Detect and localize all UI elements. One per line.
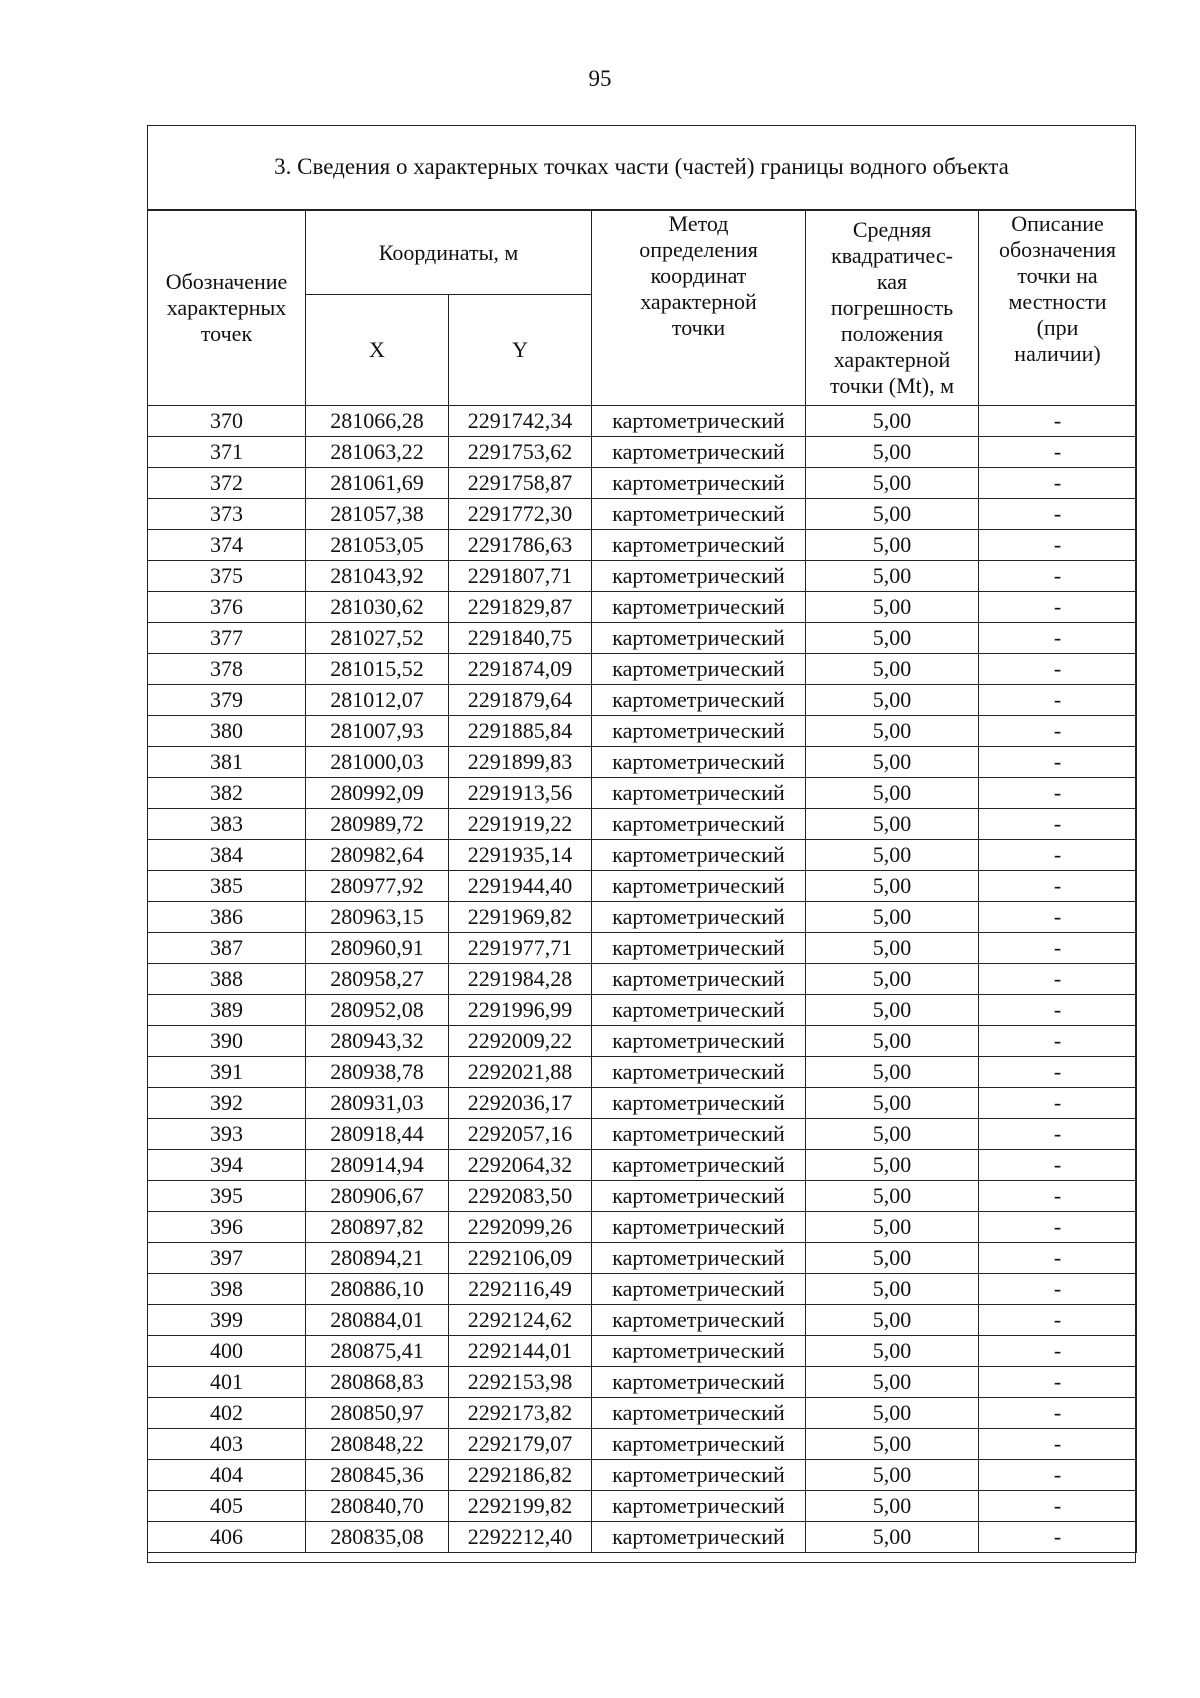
point-number-cell: 401	[148, 1367, 306, 1398]
point-number-cell: 391	[148, 1057, 306, 1088]
mean-error-cell: 5,00	[806, 778, 979, 809]
table-row	[148, 747, 1137, 778]
method-cell: картометрический	[592, 592, 806, 623]
table-row	[148, 933, 1137, 964]
table-row	[148, 1460, 1137, 1491]
y-coordinate-cell: 2291753,62	[449, 437, 592, 468]
method-cell: картометрический	[592, 437, 806, 468]
mean-error-cell: 5,00	[806, 437, 979, 468]
description-cell: -	[979, 1398, 1137, 1429]
method-cell: картометрический	[592, 1398, 806, 1429]
mean-error-cell: 5,00	[806, 995, 979, 1026]
point-number-cell: 376	[148, 592, 306, 623]
table-row	[148, 1119, 1137, 1150]
method-cell: картометрический	[592, 902, 806, 933]
mean-error-cell: 5,00	[806, 1119, 979, 1150]
description-cell: -	[979, 499, 1137, 530]
x-coordinate-cell: 281000,03	[306, 747, 449, 778]
description-cell: -	[979, 530, 1137, 561]
mean-error-cell: 5,00	[806, 468, 979, 499]
table-row	[148, 840, 1137, 871]
mean-error-cell: 5,00	[806, 1274, 979, 1305]
method-cell: картометрический	[592, 1460, 806, 1491]
mean-error-cell: 5,00	[806, 1057, 979, 1088]
point-number-cell: 388	[148, 964, 306, 995]
table-row	[148, 561, 1137, 592]
x-coordinate-cell: 280886,10	[306, 1274, 449, 1305]
y-coordinate-cell: 2291758,87	[449, 468, 592, 499]
description-cell: -	[979, 1212, 1137, 1243]
point-number-cell: 403	[148, 1429, 306, 1460]
mean-error-cell: 5,00	[806, 561, 979, 592]
method-cell: картометрический	[592, 561, 806, 592]
mean-error-cell: 5,00	[806, 623, 979, 654]
description-cell: -	[979, 1150, 1137, 1181]
table-row	[148, 1336, 1137, 1367]
y-coordinate-cell: 2292064,32	[449, 1150, 592, 1181]
mean-error-cell: 5,00	[806, 1398, 979, 1429]
method-cell: картометрический	[592, 964, 806, 995]
mean-error-cell: 5,00	[806, 716, 979, 747]
x-coordinate-cell: 281030,62	[306, 592, 449, 623]
method-cell: картометрический	[592, 995, 806, 1026]
header-mean-error: Средняя квадратичес- кая погрешность положения характерной точки (Mt), м	[806, 211, 979, 406]
y-coordinate-cell: 2291885,84	[449, 716, 592, 747]
point-number-cell: 400	[148, 1336, 306, 1367]
x-coordinate-cell: 280850,97	[306, 1398, 449, 1429]
y-coordinate-cell: 2292173,82	[449, 1398, 592, 1429]
description-cell: -	[979, 747, 1137, 778]
mean-error-cell: 5,00	[806, 1522, 979, 1553]
description-cell: -	[979, 1088, 1137, 1119]
method-cell: картометрический	[592, 1243, 806, 1274]
method-cell: картометрический	[592, 685, 806, 716]
point-number-cell: 405	[148, 1491, 306, 1522]
mean-error-cell: 5,00	[806, 1367, 979, 1398]
description-cell: -	[979, 995, 1137, 1026]
method-cell: картометрический	[592, 1026, 806, 1057]
method-cell: картометрический	[592, 1057, 806, 1088]
method-cell: картометрический	[592, 1181, 806, 1212]
description-cell: -	[979, 716, 1137, 747]
point-number-cell: 389	[148, 995, 306, 1026]
header-y: Y	[449, 295, 592, 406]
header-description: Описание обозначения точки на местности (при наличии)	[979, 211, 1137, 406]
point-number-cell: 384	[148, 840, 306, 871]
description-cell: -	[979, 406, 1137, 437]
y-coordinate-cell: 2292099,26	[449, 1212, 592, 1243]
x-coordinate-cell: 280848,22	[306, 1429, 449, 1460]
y-coordinate-cell: 2291786,63	[449, 530, 592, 561]
table-row	[148, 1057, 1137, 1088]
x-coordinate-cell: 280918,44	[306, 1119, 449, 1150]
table-row	[148, 530, 1137, 561]
description-cell: -	[979, 871, 1137, 902]
table-row	[148, 1181, 1137, 1212]
description-cell: -	[979, 902, 1137, 933]
point-number-cell: 383	[148, 809, 306, 840]
x-coordinate-cell: 280982,64	[306, 840, 449, 871]
x-coordinate-cell: 280894,21	[306, 1243, 449, 1274]
mean-error-cell: 5,00	[806, 1026, 979, 1057]
point-number-cell: 399	[148, 1305, 306, 1336]
table-row	[148, 654, 1137, 685]
mean-error-cell: 5,00	[806, 685, 979, 716]
y-coordinate-cell: 2292153,98	[449, 1367, 592, 1398]
x-coordinate-cell: 280875,41	[306, 1336, 449, 1367]
table-row	[148, 592, 1137, 623]
method-cell: картометрический	[592, 716, 806, 747]
description-cell: -	[979, 1429, 1137, 1460]
x-coordinate-cell: 280963,15	[306, 902, 449, 933]
method-cell: картометрический	[592, 1522, 806, 1553]
table-row	[148, 902, 1137, 933]
y-coordinate-cell: 2291913,56	[449, 778, 592, 809]
table-row	[148, 964, 1137, 995]
point-number-cell: 372	[148, 468, 306, 499]
point-number-cell: 402	[148, 1398, 306, 1429]
section-title: 3. Сведения о характерных точках части (частей) границы водного объекта	[147, 125, 1136, 210]
description-cell: -	[979, 1274, 1137, 1305]
y-coordinate-cell: 2292116,49	[449, 1274, 592, 1305]
mean-error-cell: 5,00	[806, 1088, 979, 1119]
table-row	[148, 1367, 1137, 1398]
method-cell: картометрический	[592, 778, 806, 809]
mean-error-cell: 5,00	[806, 840, 979, 871]
description-cell: -	[979, 561, 1137, 592]
description-cell: -	[979, 809, 1137, 840]
method-cell: картометрический	[592, 809, 806, 840]
mean-error-cell: 5,00	[806, 1150, 979, 1181]
point-number-cell: 386	[148, 902, 306, 933]
x-coordinate-cell: 280884,01	[306, 1305, 449, 1336]
mean-error-cell: 5,00	[806, 902, 979, 933]
description-cell: -	[979, 1460, 1137, 1491]
description-cell: -	[979, 1119, 1137, 1150]
y-coordinate-cell: 2291829,87	[449, 592, 592, 623]
description-cell: -	[979, 1367, 1137, 1398]
point-number-cell: 393	[148, 1119, 306, 1150]
x-coordinate-cell: 280845,36	[306, 1460, 449, 1491]
description-cell: -	[979, 685, 1137, 716]
mean-error-cell: 5,00	[806, 1429, 979, 1460]
header-coordinates: Координаты, м	[306, 211, 592, 295]
y-coordinate-cell: 2291899,83	[449, 747, 592, 778]
y-coordinate-cell: 2291772,30	[449, 499, 592, 530]
x-coordinate-cell: 280977,92	[306, 871, 449, 902]
table-row	[148, 1274, 1137, 1305]
x-coordinate-cell: 281012,07	[306, 685, 449, 716]
y-coordinate-cell: 2291742,34	[449, 406, 592, 437]
point-number-cell: 398	[148, 1274, 306, 1305]
mean-error-cell: 5,00	[806, 592, 979, 623]
x-coordinate-cell: 281015,52	[306, 654, 449, 685]
point-number-cell: 387	[148, 933, 306, 964]
header-point-name: Обозначение характерных точек	[148, 211, 306, 406]
table-row	[148, 1088, 1137, 1119]
header-method: Метод определения координат характерной точки	[592, 211, 806, 406]
table-row	[148, 1243, 1137, 1274]
point-number-cell: 375	[148, 561, 306, 592]
mean-error-cell: 5,00	[806, 1305, 979, 1336]
description-cell: -	[979, 468, 1137, 499]
table-row	[148, 623, 1137, 654]
y-coordinate-cell: 2292106,09	[449, 1243, 592, 1274]
point-number-cell: 373	[148, 499, 306, 530]
method-cell: картометрический	[592, 1119, 806, 1150]
points-table	[147, 210, 1137, 1553]
y-coordinate-cell: 2292021,88	[449, 1057, 592, 1088]
table-row	[148, 1026, 1137, 1057]
x-coordinate-cell: 280840,70	[306, 1491, 449, 1522]
method-cell: картометрический	[592, 406, 806, 437]
method-cell: картометрический	[592, 747, 806, 778]
y-coordinate-cell: 2291984,28	[449, 964, 592, 995]
method-cell: картометрический	[592, 1491, 806, 1522]
point-number-cell: 385	[148, 871, 306, 902]
table-row	[148, 437, 1137, 468]
x-coordinate-cell: 281053,05	[306, 530, 449, 561]
mean-error-cell: 5,00	[806, 964, 979, 995]
description-cell: -	[979, 933, 1137, 964]
y-coordinate-cell: 2291919,22	[449, 809, 592, 840]
mean-error-cell: 5,00	[806, 530, 979, 561]
point-number-cell: 379	[148, 685, 306, 716]
point-number-cell: 404	[148, 1460, 306, 1491]
description-cell: -	[979, 778, 1137, 809]
y-coordinate-cell: 2291969,82	[449, 902, 592, 933]
point-number-cell: 396	[148, 1212, 306, 1243]
y-coordinate-cell: 2292199,82	[449, 1491, 592, 1522]
table-row	[148, 685, 1137, 716]
description-cell: -	[979, 1181, 1137, 1212]
table-row	[148, 1150, 1137, 1181]
y-coordinate-cell: 2291996,99	[449, 995, 592, 1026]
point-number-cell: 397	[148, 1243, 306, 1274]
description-cell: -	[979, 1522, 1137, 1553]
method-cell: картометрический	[592, 654, 806, 685]
y-coordinate-cell: 2291879,64	[449, 685, 592, 716]
point-number-cell: 378	[148, 654, 306, 685]
point-number-cell: 380	[148, 716, 306, 747]
mean-error-cell: 5,00	[806, 1491, 979, 1522]
y-coordinate-cell: 2292124,62	[449, 1305, 592, 1336]
header-x: X	[306, 295, 449, 406]
table-row	[148, 1491, 1137, 1522]
point-number-cell: 394	[148, 1150, 306, 1181]
x-coordinate-cell: 280952,08	[306, 995, 449, 1026]
y-coordinate-cell: 2292057,16	[449, 1119, 592, 1150]
table-row	[148, 1522, 1137, 1553]
description-cell: -	[979, 592, 1137, 623]
method-cell: картометрический	[592, 468, 806, 499]
mean-error-cell: 5,00	[806, 1243, 979, 1274]
point-number-cell: 371	[148, 437, 306, 468]
y-coordinate-cell: 2292186,82	[449, 1460, 592, 1491]
x-coordinate-cell: 280992,09	[306, 778, 449, 809]
point-number-cell: 395	[148, 1181, 306, 1212]
table-row	[148, 716, 1137, 747]
x-coordinate-cell: 280897,82	[306, 1212, 449, 1243]
mean-error-cell: 5,00	[806, 1212, 979, 1243]
method-cell: картометрический	[592, 1429, 806, 1460]
description-cell: -	[979, 1057, 1137, 1088]
table-row	[148, 778, 1137, 809]
table-row	[148, 1305, 1137, 1336]
point-number-cell: 392	[148, 1088, 306, 1119]
x-coordinate-cell: 281043,92	[306, 561, 449, 592]
method-cell: картометрический	[592, 1336, 806, 1367]
table-row	[148, 1398, 1137, 1429]
table-row	[148, 468, 1137, 499]
description-cell: -	[979, 1336, 1137, 1367]
method-cell: картометрический	[592, 1367, 806, 1398]
method-cell: картометрический	[592, 1088, 806, 1119]
x-coordinate-cell: 281007,93	[306, 716, 449, 747]
description-cell: -	[979, 1305, 1137, 1336]
page-number: 95	[588, 66, 612, 91]
method-cell: картометрический	[592, 1305, 806, 1336]
x-coordinate-cell: 281027,52	[306, 623, 449, 654]
mean-error-cell: 5,00	[806, 809, 979, 840]
table-row	[148, 871, 1137, 902]
point-number-cell: 374	[148, 530, 306, 561]
x-coordinate-cell: 280960,91	[306, 933, 449, 964]
method-cell: картометрический	[592, 871, 806, 902]
description-cell: -	[979, 623, 1137, 654]
x-coordinate-cell: 280906,67	[306, 1181, 449, 1212]
point-number-cell: 377	[148, 623, 306, 654]
x-coordinate-cell: 281066,28	[306, 406, 449, 437]
method-cell: картометрический	[592, 1212, 806, 1243]
y-coordinate-cell: 2292036,17	[449, 1088, 592, 1119]
y-coordinate-cell: 2291935,14	[449, 840, 592, 871]
y-coordinate-cell: 2292083,50	[449, 1181, 592, 1212]
x-coordinate-cell: 281063,22	[306, 437, 449, 468]
method-cell: картометрический	[592, 1150, 806, 1181]
table-row	[148, 1429, 1137, 1460]
x-coordinate-cell: 280938,78	[306, 1057, 449, 1088]
method-cell: картометрический	[592, 623, 806, 654]
y-coordinate-cell: 2292009,22	[449, 1026, 592, 1057]
x-coordinate-cell: 281057,38	[306, 499, 449, 530]
mean-error-cell: 5,00	[806, 1460, 979, 1491]
x-coordinate-cell: 280931,03	[306, 1088, 449, 1119]
x-coordinate-cell: 280914,94	[306, 1150, 449, 1181]
x-coordinate-cell: 280943,32	[306, 1026, 449, 1057]
x-coordinate-cell: 281061,69	[306, 468, 449, 499]
mean-error-cell: 5,00	[806, 499, 979, 530]
y-coordinate-cell: 2292179,07	[449, 1429, 592, 1460]
y-coordinate-cell: 2291807,71	[449, 561, 592, 592]
y-coordinate-cell: 2292212,40	[449, 1522, 592, 1553]
y-coordinate-cell: 2291944,40	[449, 871, 592, 902]
table-row	[148, 809, 1137, 840]
x-coordinate-cell: 280989,72	[306, 809, 449, 840]
point-number-cell: 390	[148, 1026, 306, 1057]
table-row	[148, 1212, 1137, 1243]
y-coordinate-cell: 2292144,01	[449, 1336, 592, 1367]
point-number-cell: 382	[148, 778, 306, 809]
method-cell: картометрический	[592, 530, 806, 561]
y-coordinate-cell: 2291977,71	[449, 933, 592, 964]
description-cell: -	[979, 437, 1137, 468]
method-cell: картометрический	[592, 1274, 806, 1305]
x-coordinate-cell: 280958,27	[306, 964, 449, 995]
method-cell: картометрический	[592, 840, 806, 871]
mean-error-cell: 5,00	[806, 406, 979, 437]
method-cell: картометрический	[592, 499, 806, 530]
method-cell: картометрический	[592, 933, 806, 964]
point-number-cell: 381	[148, 747, 306, 778]
description-cell: -	[979, 840, 1137, 871]
mean-error-cell: 5,00	[806, 1181, 979, 1212]
mean-error-cell: 5,00	[806, 747, 979, 778]
y-coordinate-cell: 2291840,75	[449, 623, 592, 654]
point-number-cell: 370	[148, 406, 306, 437]
description-cell: -	[979, 1026, 1137, 1057]
description-cell: -	[979, 1491, 1137, 1522]
table-row	[148, 995, 1137, 1026]
mean-error-cell: 5,00	[806, 1336, 979, 1367]
mean-error-cell: 5,00	[806, 933, 979, 964]
table-row	[148, 499, 1137, 530]
table-row	[148, 406, 1137, 437]
description-cell: -	[979, 1243, 1137, 1274]
x-coordinate-cell: 280835,08	[306, 1522, 449, 1553]
point-number-cell: 406	[148, 1522, 306, 1553]
description-cell: -	[979, 964, 1137, 995]
x-coordinate-cell: 280868,83	[306, 1367, 449, 1398]
mean-error-cell: 5,00	[806, 871, 979, 902]
description-cell: -	[979, 654, 1137, 685]
mean-error-cell: 5,00	[806, 654, 979, 685]
y-coordinate-cell: 2291874,09	[449, 654, 592, 685]
